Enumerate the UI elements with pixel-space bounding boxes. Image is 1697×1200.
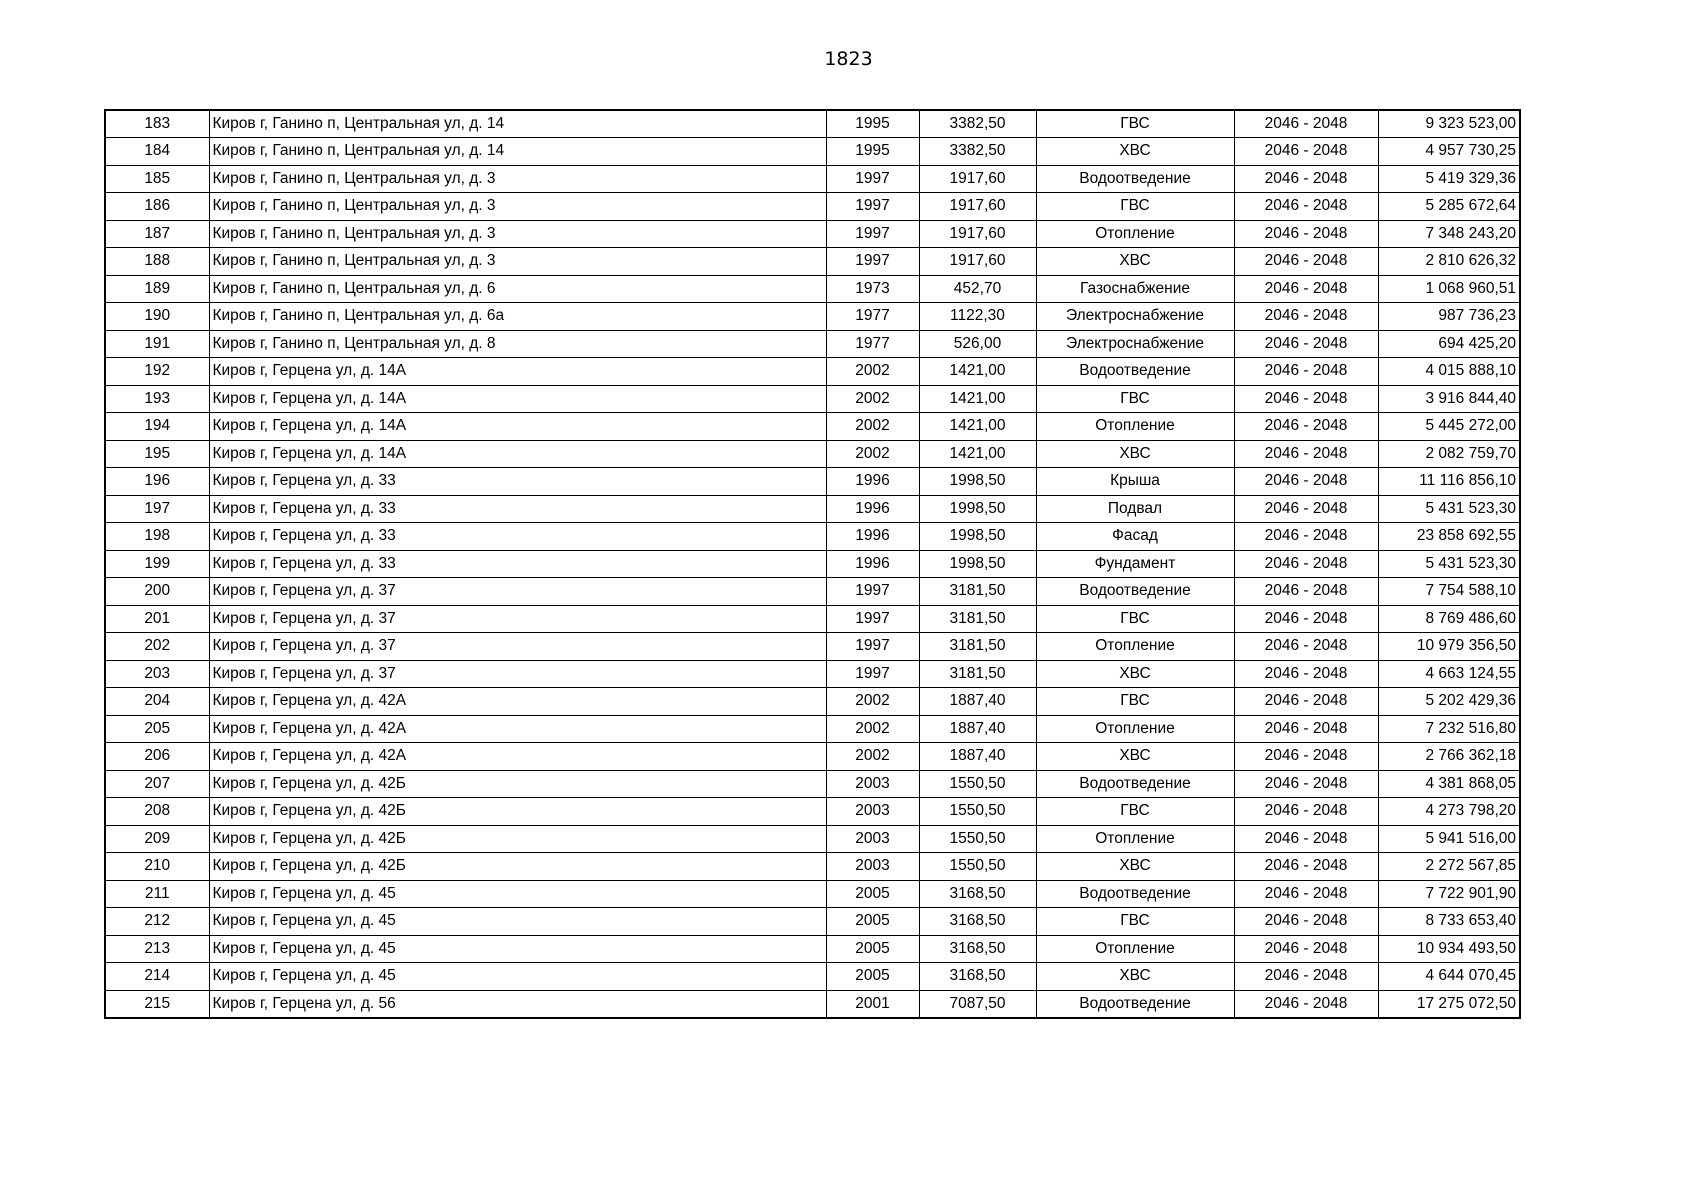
period-cell: 2046 - 2048 <box>1234 853 1378 881</box>
build-year-cell: 2002 <box>826 358 919 386</box>
cost-cell: 10 979 356,50 <box>1378 633 1520 661</box>
period-cell: 2046 - 2048 <box>1234 138 1378 166</box>
build-year-cell: 1997 <box>826 578 919 606</box>
row-number-cell: 194 <box>105 413 209 441</box>
work-type-cell: Водоотведение <box>1036 578 1234 606</box>
work-type-cell: ГВС <box>1036 908 1234 936</box>
build-year-cell: 1997 <box>826 193 919 221</box>
address-cell: Киров г, Герцена ул, д. 45 <box>209 963 826 991</box>
address-cell: Киров г, Герцена ул, д. 14А <box>209 358 826 386</box>
build-year-cell: 1996 <box>826 468 919 496</box>
work-type-cell: ГВС <box>1036 605 1234 633</box>
row-number-cell: 213 <box>105 935 209 963</box>
table-row <box>105 770 1520 798</box>
address-cell: Киров г, Герцена ул, д. 45 <box>209 880 826 908</box>
cost-cell: 2 082 759,70 <box>1378 440 1520 468</box>
work-type-cell: Водоотведение <box>1036 990 1234 1018</box>
cost-cell: 4 381 868,05 <box>1378 770 1520 798</box>
work-type-cell: ХВС <box>1036 963 1234 991</box>
table-row <box>105 248 1520 276</box>
period-cell: 2046 - 2048 <box>1234 523 1378 551</box>
address-cell: Киров г, Герцена ул, д. 45 <box>209 908 826 936</box>
table-row <box>105 853 1520 881</box>
cost-cell: 5 431 523,30 <box>1378 495 1520 523</box>
period-cell: 2046 - 2048 <box>1234 358 1378 386</box>
period-cell: 2046 - 2048 <box>1234 715 1378 743</box>
period-cell: 2046 - 2048 <box>1234 193 1378 221</box>
period-cell: 2046 - 2048 <box>1234 660 1378 688</box>
address-cell: Киров г, Герцена ул, д. 45 <box>209 935 826 963</box>
build-year-cell: 1997 <box>826 248 919 276</box>
cost-cell: 11 116 856,10 <box>1378 468 1520 496</box>
table-row <box>105 825 1520 853</box>
address-cell: Киров г, Герцена ул, д. 42Б <box>209 798 826 826</box>
area-cell: 1917,60 <box>919 193 1036 221</box>
address-cell: Киров г, Ганино п, Центральная ул, д. 14 <box>209 110 826 138</box>
row-number-cell: 210 <box>105 853 209 881</box>
period-cell: 2046 - 2048 <box>1234 468 1378 496</box>
row-number-cell: 204 <box>105 688 209 716</box>
address-cell: Киров г, Герцена ул, д. 42Б <box>209 770 826 798</box>
work-type-cell: ГВС <box>1036 385 1234 413</box>
work-type-cell: Крыша <box>1036 468 1234 496</box>
period-cell: 2046 - 2048 <box>1234 165 1378 193</box>
area-cell: 1917,60 <box>919 248 1036 276</box>
area-cell: 3181,50 <box>919 633 1036 661</box>
table-row <box>105 550 1520 578</box>
build-year-cell: 1997 <box>826 605 919 633</box>
row-number-cell: 184 <box>105 138 209 166</box>
period-cell: 2046 - 2048 <box>1234 385 1378 413</box>
registry-table-body <box>105 110 1520 1018</box>
build-year-cell: 1996 <box>826 523 919 551</box>
area-cell: 1917,60 <box>919 220 1036 248</box>
row-number-cell: 196 <box>105 468 209 496</box>
area-cell: 3168,50 <box>919 963 1036 991</box>
area-cell: 3168,50 <box>919 935 1036 963</box>
address-cell: Киров г, Герцена ул, д. 37 <box>209 660 826 688</box>
table-row <box>105 468 1520 496</box>
cost-cell: 4 663 124,55 <box>1378 660 1520 688</box>
area-cell: 3382,50 <box>919 138 1036 166</box>
build-year-cell: 1995 <box>826 110 919 138</box>
table-row <box>105 908 1520 936</box>
address-cell: Киров г, Герцена ул, д. 14А <box>209 440 826 468</box>
table-row <box>105 138 1520 166</box>
address-cell: Киров г, Герцена ул, д. 37 <box>209 605 826 633</box>
cost-cell: 5 285 672,64 <box>1378 193 1520 221</box>
build-year-cell: 2001 <box>826 990 919 1018</box>
work-type-cell: Газоснабжение <box>1036 275 1234 303</box>
address-cell: Киров г, Ганино п, Центральная ул, д. 3 <box>209 220 826 248</box>
address-cell: Киров г, Герцена ул, д. 33 <box>209 550 826 578</box>
work-type-cell: ГВС <box>1036 193 1234 221</box>
build-year-cell: 2003 <box>826 798 919 826</box>
table-row <box>105 358 1520 386</box>
address-cell: Киров г, Герцена ул, д. 14А <box>209 385 826 413</box>
row-number-cell: 190 <box>105 303 209 331</box>
build-year-cell: 2003 <box>826 853 919 881</box>
page-number: 1823 <box>824 48 873 70</box>
cost-cell: 5 445 272,00 <box>1378 413 1520 441</box>
area-cell: 3181,50 <box>919 578 1036 606</box>
table-row <box>105 605 1520 633</box>
row-number-cell: 201 <box>105 605 209 633</box>
row-number-cell: 203 <box>105 660 209 688</box>
address-cell: Киров г, Герцена ул, д. 42Б <box>209 853 826 881</box>
cost-cell: 4 273 798,20 <box>1378 798 1520 826</box>
table-row <box>105 193 1520 221</box>
row-number-cell: 205 <box>105 715 209 743</box>
period-cell: 2046 - 2048 <box>1234 303 1378 331</box>
area-cell: 1887,40 <box>919 715 1036 743</box>
row-number-cell: 193 <box>105 385 209 413</box>
period-cell: 2046 - 2048 <box>1234 110 1378 138</box>
cost-cell: 2 272 567,85 <box>1378 853 1520 881</box>
table-row <box>105 110 1520 138</box>
period-cell: 2046 - 2048 <box>1234 633 1378 661</box>
area-cell: 526,00 <box>919 330 1036 358</box>
cost-cell: 7 232 516,80 <box>1378 715 1520 743</box>
address-cell: Киров г, Ганино п, Центральная ул, д. 3 <box>209 165 826 193</box>
work-type-cell: ГВС <box>1036 798 1234 826</box>
build-year-cell: 2002 <box>826 715 919 743</box>
build-year-cell: 2005 <box>826 963 919 991</box>
period-cell: 2046 - 2048 <box>1234 688 1378 716</box>
area-cell: 1421,00 <box>919 385 1036 413</box>
period-cell: 2046 - 2048 <box>1234 770 1378 798</box>
row-number-cell: 187 <box>105 220 209 248</box>
period-cell: 2046 - 2048 <box>1234 550 1378 578</box>
work-type-cell: Отопление <box>1036 413 1234 441</box>
work-type-cell: Электроснабжение <box>1036 330 1234 358</box>
row-number-cell: 211 <box>105 880 209 908</box>
period-cell: 2046 - 2048 <box>1234 275 1378 303</box>
period-cell: 2046 - 2048 <box>1234 220 1378 248</box>
cost-cell: 3 916 844,40 <box>1378 385 1520 413</box>
table-row <box>105 165 1520 193</box>
row-number-cell: 212 <box>105 908 209 936</box>
address-cell: Киров г, Герцена ул, д. 37 <box>209 578 826 606</box>
cost-cell: 1 068 960,51 <box>1378 275 1520 303</box>
cost-cell: 5 202 429,36 <box>1378 688 1520 716</box>
area-cell: 1550,50 <box>919 825 1036 853</box>
cost-cell: 7 754 588,10 <box>1378 578 1520 606</box>
build-year-cell: 2003 <box>826 825 919 853</box>
work-type-cell: ХВС <box>1036 440 1234 468</box>
row-number-cell: 189 <box>105 275 209 303</box>
table-row <box>105 330 1520 358</box>
build-year-cell: 1977 <box>826 303 919 331</box>
work-type-cell: Отопление <box>1036 220 1234 248</box>
row-number-cell: 186 <box>105 193 209 221</box>
work-type-cell: Фасад <box>1036 523 1234 551</box>
address-cell: Киров г, Герцена ул, д. 42Б <box>209 825 826 853</box>
cost-cell: 23 858 692,55 <box>1378 523 1520 551</box>
area-cell: 1421,00 <box>919 358 1036 386</box>
area-cell: 452,70 <box>919 275 1036 303</box>
area-cell: 1887,40 <box>919 743 1036 771</box>
row-number-cell: 195 <box>105 440 209 468</box>
row-number-cell: 206 <box>105 743 209 771</box>
cost-cell: 5 431 523,30 <box>1378 550 1520 578</box>
cost-cell: 4 644 070,45 <box>1378 963 1520 991</box>
table-row <box>105 303 1520 331</box>
row-number-cell: 207 <box>105 770 209 798</box>
period-cell: 2046 - 2048 <box>1234 248 1378 276</box>
address-cell: Киров г, Ганино п, Центральная ул, д. 3 <box>209 193 826 221</box>
row-number-cell: 209 <box>105 825 209 853</box>
area-cell: 1998,50 <box>919 523 1036 551</box>
table-row <box>105 880 1520 908</box>
address-cell: Киров г, Герцена ул, д. 33 <box>209 495 826 523</box>
build-year-cell: 1996 <box>826 495 919 523</box>
row-number-cell: 202 <box>105 633 209 661</box>
row-number-cell: 199 <box>105 550 209 578</box>
table-row <box>105 715 1520 743</box>
work-type-cell: ХВС <box>1036 853 1234 881</box>
area-cell: 3181,50 <box>919 660 1036 688</box>
area-cell: 3181,50 <box>919 605 1036 633</box>
cost-cell: 9 323 523,00 <box>1378 110 1520 138</box>
work-type-cell: Фундамент <box>1036 550 1234 578</box>
table-row <box>105 990 1520 1018</box>
table-row <box>105 523 1520 551</box>
work-type-cell: ХВС <box>1036 138 1234 166</box>
row-number-cell: 208 <box>105 798 209 826</box>
build-year-cell: 1997 <box>826 220 919 248</box>
period-cell: 2046 - 2048 <box>1234 908 1378 936</box>
table-row <box>105 440 1520 468</box>
period-cell: 2046 - 2048 <box>1234 605 1378 633</box>
row-number-cell: 183 <box>105 110 209 138</box>
table-row <box>105 660 1520 688</box>
area-cell: 1550,50 <box>919 798 1036 826</box>
area-cell: 1887,40 <box>919 688 1036 716</box>
row-number-cell: 198 <box>105 523 209 551</box>
table-row <box>105 495 1520 523</box>
period-cell: 2046 - 2048 <box>1234 495 1378 523</box>
build-year-cell: 1995 <box>826 138 919 166</box>
area-cell: 1122,30 <box>919 303 1036 331</box>
work-type-cell: Отопление <box>1036 633 1234 661</box>
work-type-cell: Отопление <box>1036 935 1234 963</box>
area-cell: 3168,50 <box>919 880 1036 908</box>
table-row <box>105 633 1520 661</box>
work-type-cell: Подвал <box>1036 495 1234 523</box>
row-number-cell: 185 <box>105 165 209 193</box>
row-number-cell: 188 <box>105 248 209 276</box>
period-cell: 2046 - 2048 <box>1234 413 1378 441</box>
address-cell: Киров г, Герцена ул, д. 42А <box>209 715 826 743</box>
cost-cell: 2 810 626,32 <box>1378 248 1520 276</box>
row-number-cell: 191 <box>105 330 209 358</box>
row-number-cell: 192 <box>105 358 209 386</box>
build-year-cell: 2003 <box>826 770 919 798</box>
table-row <box>105 220 1520 248</box>
address-cell: Киров г, Герцена ул, д. 42А <box>209 743 826 771</box>
work-type-cell: Отопление <box>1036 715 1234 743</box>
build-year-cell: 2002 <box>826 413 919 441</box>
cost-cell: 2 766 362,18 <box>1378 743 1520 771</box>
area-cell: 3382,50 <box>919 110 1036 138</box>
work-type-cell: Водоотведение <box>1036 770 1234 798</box>
address-cell: Киров г, Ганино п, Центральная ул, д. 3 <box>209 248 826 276</box>
build-year-cell: 2002 <box>826 385 919 413</box>
build-year-cell: 1977 <box>826 330 919 358</box>
area-cell: 1421,00 <box>919 440 1036 468</box>
period-cell: 2046 - 2048 <box>1234 825 1378 853</box>
table-row <box>105 578 1520 606</box>
work-type-cell: Водоотведение <box>1036 358 1234 386</box>
cost-cell: 694 425,20 <box>1378 330 1520 358</box>
cost-cell: 987 736,23 <box>1378 303 1520 331</box>
work-type-cell: ГВС <box>1036 110 1234 138</box>
period-cell: 2046 - 2048 <box>1234 578 1378 606</box>
period-cell: 2046 - 2048 <box>1234 743 1378 771</box>
table-row <box>105 275 1520 303</box>
cost-cell: 5 941 516,00 <box>1378 825 1520 853</box>
work-type-cell: Водоотведение <box>1036 880 1234 908</box>
cost-cell: 4 015 888,10 <box>1378 358 1520 386</box>
table-row <box>105 963 1520 991</box>
work-type-cell: ХВС <box>1036 660 1234 688</box>
period-cell: 2046 - 2048 <box>1234 880 1378 908</box>
area-cell: 7087,50 <box>919 990 1036 1018</box>
address-cell: Киров г, Герцена ул, д. 14А <box>209 413 826 441</box>
address-cell: Киров г, Ганино п, Центральная ул, д. 6 <box>209 275 826 303</box>
table-row <box>105 798 1520 826</box>
work-type-cell: ХВС <box>1036 248 1234 276</box>
area-cell: 1998,50 <box>919 468 1036 496</box>
build-year-cell: 2002 <box>826 440 919 468</box>
address-cell: Киров г, Ганино п, Центральная ул, д. 8 <box>209 330 826 358</box>
cost-cell: 8 769 486,60 <box>1378 605 1520 633</box>
address-cell: Киров г, Герцена ул, д. 33 <box>209 468 826 496</box>
build-year-cell: 2005 <box>826 880 919 908</box>
cost-cell: 5 419 329,36 <box>1378 165 1520 193</box>
work-type-cell: Отопление <box>1036 825 1234 853</box>
period-cell: 2046 - 2048 <box>1234 440 1378 468</box>
area-cell: 1998,50 <box>919 550 1036 578</box>
address-cell: Киров г, Ганино п, Центральная ул, д. 6а <box>209 303 826 331</box>
address-cell: Киров г, Герцена ул, д. 42А <box>209 688 826 716</box>
work-type-cell: ХВС <box>1036 743 1234 771</box>
area-cell: 1421,00 <box>919 413 1036 441</box>
cost-cell: 4 957 730,25 <box>1378 138 1520 166</box>
build-year-cell: 2002 <box>826 743 919 771</box>
area-cell: 1550,50 <box>919 770 1036 798</box>
table-row <box>105 743 1520 771</box>
build-year-cell: 2002 <box>826 688 919 716</box>
work-type-cell: Электроснабжение <box>1036 303 1234 331</box>
work-type-cell: Водоотведение <box>1036 165 1234 193</box>
table-row <box>105 935 1520 963</box>
period-cell: 2046 - 2048 <box>1234 963 1378 991</box>
period-cell: 2046 - 2048 <box>1234 935 1378 963</box>
build-year-cell: 2005 <box>826 935 919 963</box>
cost-cell: 7 348 243,20 <box>1378 220 1520 248</box>
area-cell: 1917,60 <box>919 165 1036 193</box>
cost-cell: 7 722 901,90 <box>1378 880 1520 908</box>
period-cell: 2046 - 2048 <box>1234 990 1378 1018</box>
period-cell: 2046 - 2048 <box>1234 798 1378 826</box>
area-cell: 1550,50 <box>919 853 1036 881</box>
row-number-cell: 215 <box>105 990 209 1018</box>
build-year-cell: 1997 <box>826 633 919 661</box>
table-row <box>105 413 1520 441</box>
address-cell: Киров г, Герцена ул, д. 37 <box>209 633 826 661</box>
table-row <box>105 688 1520 716</box>
build-year-cell: 1973 <box>826 275 919 303</box>
period-cell: 2046 - 2048 <box>1234 330 1378 358</box>
build-year-cell: 2005 <box>826 908 919 936</box>
address-cell: Киров г, Герцена ул, д. 33 <box>209 523 826 551</box>
row-number-cell: 197 <box>105 495 209 523</box>
area-cell: 1998,50 <box>919 495 1036 523</box>
build-year-cell: 1996 <box>826 550 919 578</box>
registry-table <box>104 109 1521 1019</box>
row-number-cell: 214 <box>105 963 209 991</box>
row-number-cell: 200 <box>105 578 209 606</box>
build-year-cell: 1997 <box>826 165 919 193</box>
address-cell: Киров г, Ганино п, Центральная ул, д. 14 <box>209 138 826 166</box>
cost-cell: 10 934 493,50 <box>1378 935 1520 963</box>
build-year-cell: 1997 <box>826 660 919 688</box>
table-row <box>105 385 1520 413</box>
area-cell: 3168,50 <box>919 908 1036 936</box>
cost-cell: 8 733 653,40 <box>1378 908 1520 936</box>
work-type-cell: ГВС <box>1036 688 1234 716</box>
cost-cell: 17 275 072,50 <box>1378 990 1520 1018</box>
address-cell: Киров г, Герцена ул, д. 56 <box>209 990 826 1018</box>
